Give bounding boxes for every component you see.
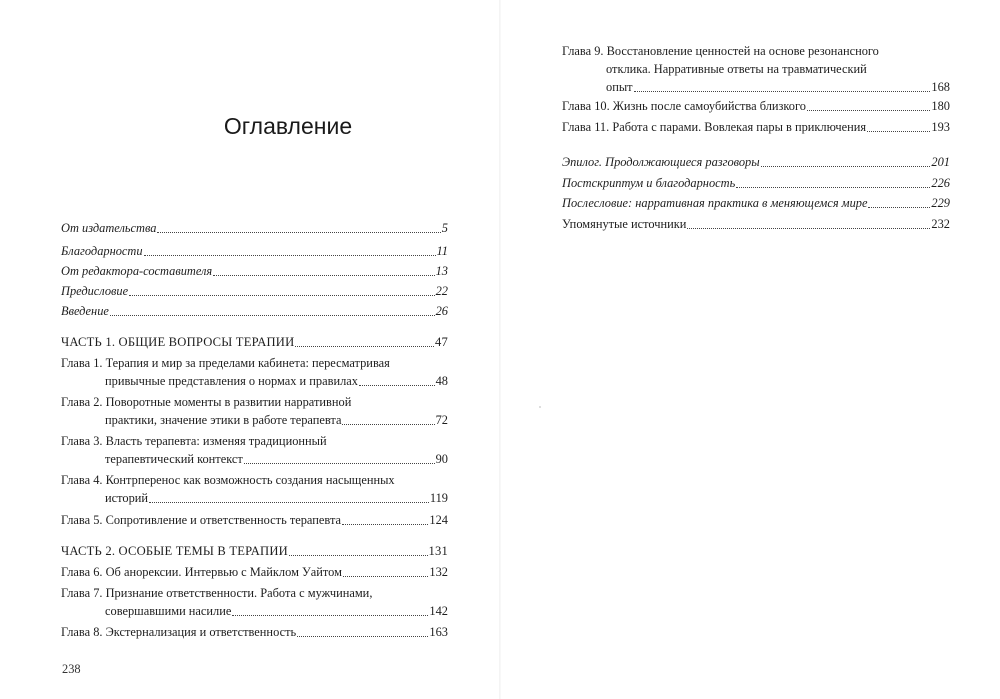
toc-chapter[interactable]: Глава 10. Жизнь после самоубийства близкого 180	[562, 99, 950, 113]
toc-chapter[interactable]: Глава 7. Признание ответственности. Работа с мужчинами, совершавшими насилие 142	[61, 586, 448, 618]
toc-part-heading[interactable]: ЧАСТЬ 2. ОСОБЫЕ ТЕМЫ В ТЕРАПИИ 131	[61, 544, 448, 558]
toc-entry[interactable]: Послесловие: нарративная практика в меняющемся мире 229	[562, 196, 950, 210]
toc-entry[interactable]: От редактора-составителя 13	[61, 264, 448, 278]
right-page	[500, 0, 1000, 699]
toc-entry[interactable]: Введение 26	[61, 304, 448, 318]
toc-title: Оглавление	[223, 113, 353, 139]
toc-entry[interactable]: Упомянутые источники 232	[562, 217, 950, 231]
toc-chapter[interactable]: Глава 4. Контрперенос как возможность создания насыщенных историй 119	[61, 473, 448, 505]
toc-part-heading[interactable]: ЧАСТЬ 1. ОБЩИЕ ВОПРОСЫ ТЕРАПИИ 47	[61, 335, 448, 349]
paper-speck	[539, 406, 541, 408]
toc-chapter[interactable]: Глава 3. Власть терапевта: изменяя традиционный терапевтический контекст 90	[61, 434, 448, 466]
toc-entry[interactable]: От издательства 5	[61, 221, 448, 235]
toc-chapter[interactable]: Глава 6. Об анорексии. Интервью с Майклом Уайтом 132	[61, 565, 448, 579]
toc-entry[interactable]: Предисловие 22	[61, 284, 448, 298]
toc-entry[interactable]: Постскриптум и благодарность 226	[562, 176, 950, 190]
toc-chapter[interactable]: Глава 1. Терапия и мир за пределами кабинета: пересматривая привычные представления о нормах и правилах 48	[61, 356, 448, 388]
page-number: 238	[62, 662, 81, 676]
toc-chapter[interactable]: Глава 9. Восстановление ценностей на основе резонансного отклика. Нарративные ответы на травматический опыт 168	[562, 44, 950, 94]
toc-chapter[interactable]: Глава 11. Работа с парами. Вовлекая пары в приключения 193	[562, 120, 950, 134]
toc-chapter[interactable]: Глава 8. Экстернализация и ответственность 163	[61, 625, 448, 639]
toc-chapter[interactable]: Глава 5. Сопротивление и ответственность терапевта 124	[61, 513, 448, 527]
toc-chapter[interactable]: Глава 2. Поворотные моменты в развитии нарративной практики, значение этики в работе терапевта 72	[61, 395, 448, 427]
toc-entry[interactable]: Благодарности 11	[61, 244, 448, 258]
toc-entry[interactable]: Эпилог. Продолжающиеся разговоры 201	[562, 155, 950, 169]
